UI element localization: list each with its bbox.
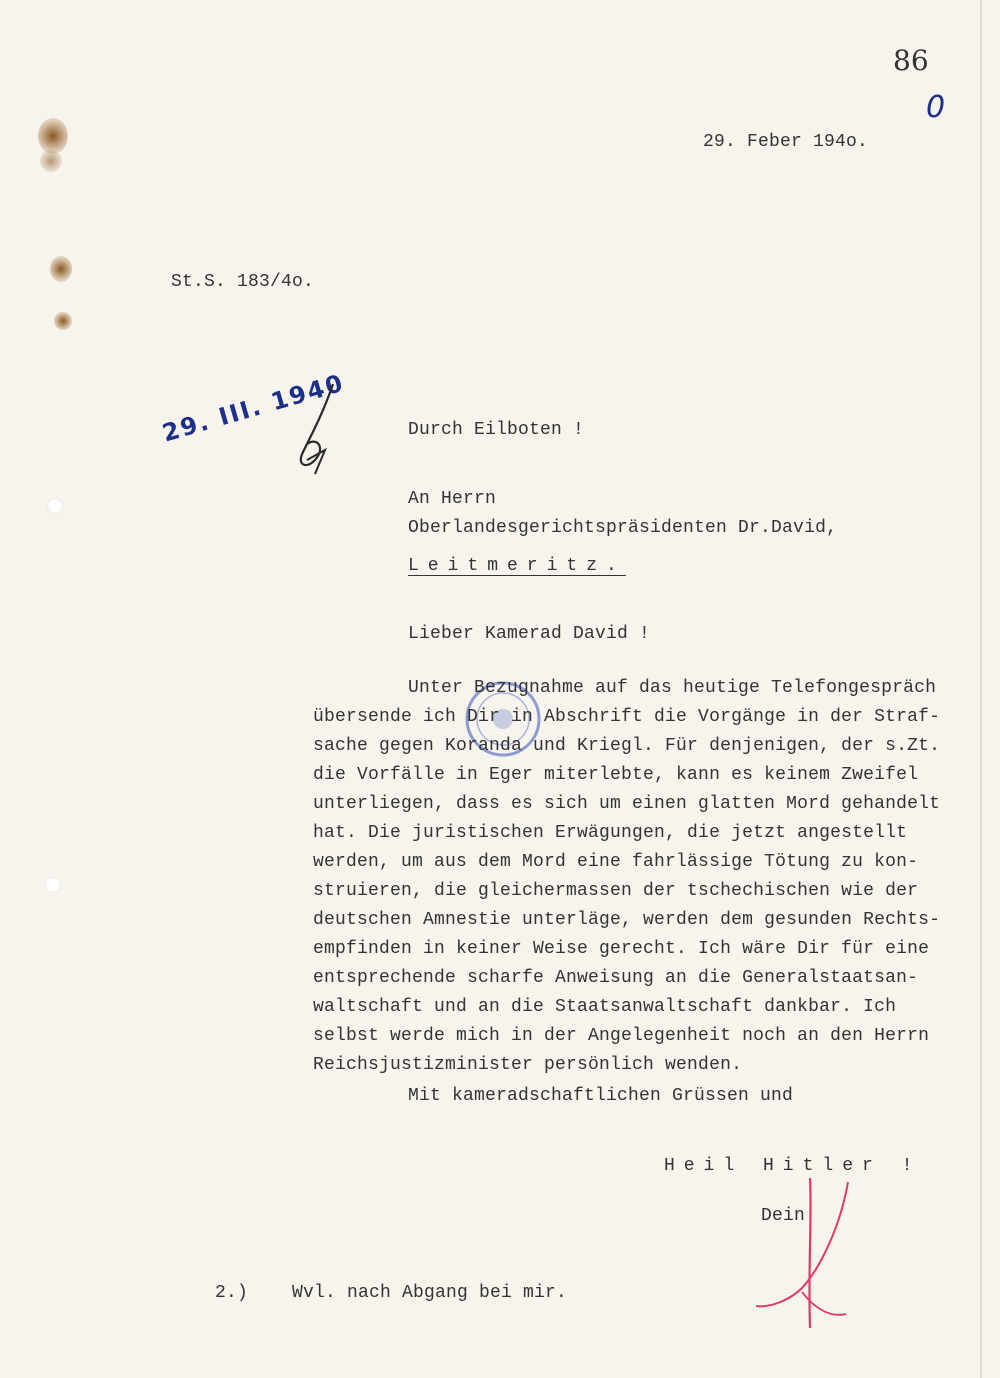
- body-line: entsprechende scharfe Anweisung an die Generalstaatsan-: [313, 968, 919, 988]
- body-line: die Vorfälle in Eger miterlebte, kann es keinem Zweifel: [313, 765, 919, 785]
- body-line: Unter Bezugnahme auf das heutige Telefongespräch: [408, 678, 937, 698]
- rust-stain: [50, 256, 72, 282]
- paper-edge: [980, 0, 982, 1378]
- body-line: Reichsjustizminister persönlich wenden.: [313, 1055, 743, 1075]
- recipient-city: Leitmeritz.: [408, 556, 626, 576]
- reference-number: St.S. 183/4o.: [171, 272, 315, 292]
- body-line: übersende ich Dir in Abschrift die Vorgänge in der Straf-: [313, 707, 941, 727]
- closing-line: Mit kameradschaftlichen Grüssen und: [408, 1086, 794, 1106]
- page-mark: 0: [926, 90, 946, 125]
- body-line: deutschen Amnestie unterläge, werden dem gesunden Rechts-: [313, 910, 941, 930]
- punch-hole: [45, 877, 61, 893]
- stamp-scribble: [285, 378, 345, 488]
- body-line: struieren, die gleichermassen der tschechischen wie der: [313, 881, 919, 901]
- punch-hole: [47, 498, 63, 514]
- date-stamp: 29. III. 1940: [159, 368, 348, 448]
- rust-stain: [38, 118, 68, 154]
- body-line: werden, um aus dem Mord eine fahrlässige Tötung zu kon-: [313, 852, 919, 872]
- rust-stain: [54, 312, 72, 330]
- body-line: sache gegen Koranda und Kriegl. Für denjenigen, der s.Zt.: [313, 736, 941, 756]
- body-line: selbst werde mich in der Angelegenheit noch an den Herrn: [313, 1026, 930, 1046]
- rust-stain: [40, 150, 62, 172]
- footnote: 2.) Wvl. nach Abgang bei mir.: [215, 1283, 568, 1303]
- body-line: waltschaft und an die Staatsanwaltschaft dankbar. Ich: [313, 997, 897, 1017]
- recipient-line-2: Oberlandesgerichtspräsidenten Dr.David,: [408, 518, 838, 538]
- body-line: empfinden in keiner Weise gerecht. Ich wäre Dir für eine: [313, 939, 930, 959]
- salutation: Lieber Kamerad David !: [408, 624, 651, 644]
- heil-hitler-line: Heil Hitler !: [664, 1156, 922, 1176]
- page-number: 86: [893, 44, 929, 77]
- recipient-line-1: An Herrn: [408, 489, 497, 509]
- signature-mark: [750, 1168, 860, 1348]
- body-line: unterliegen, dass es sich um einen glatten Mord gehandelt: [313, 794, 941, 814]
- delivery-instruction: Durch Eilboten !: [408, 420, 585, 440]
- letter-date: 29. Feber 194o.: [703, 132, 869, 152]
- sign-off: Dein: [761, 1206, 806, 1226]
- body-line: hat. Die juristischen Erwägungen, die jetzt angestellt: [313, 823, 908, 843]
